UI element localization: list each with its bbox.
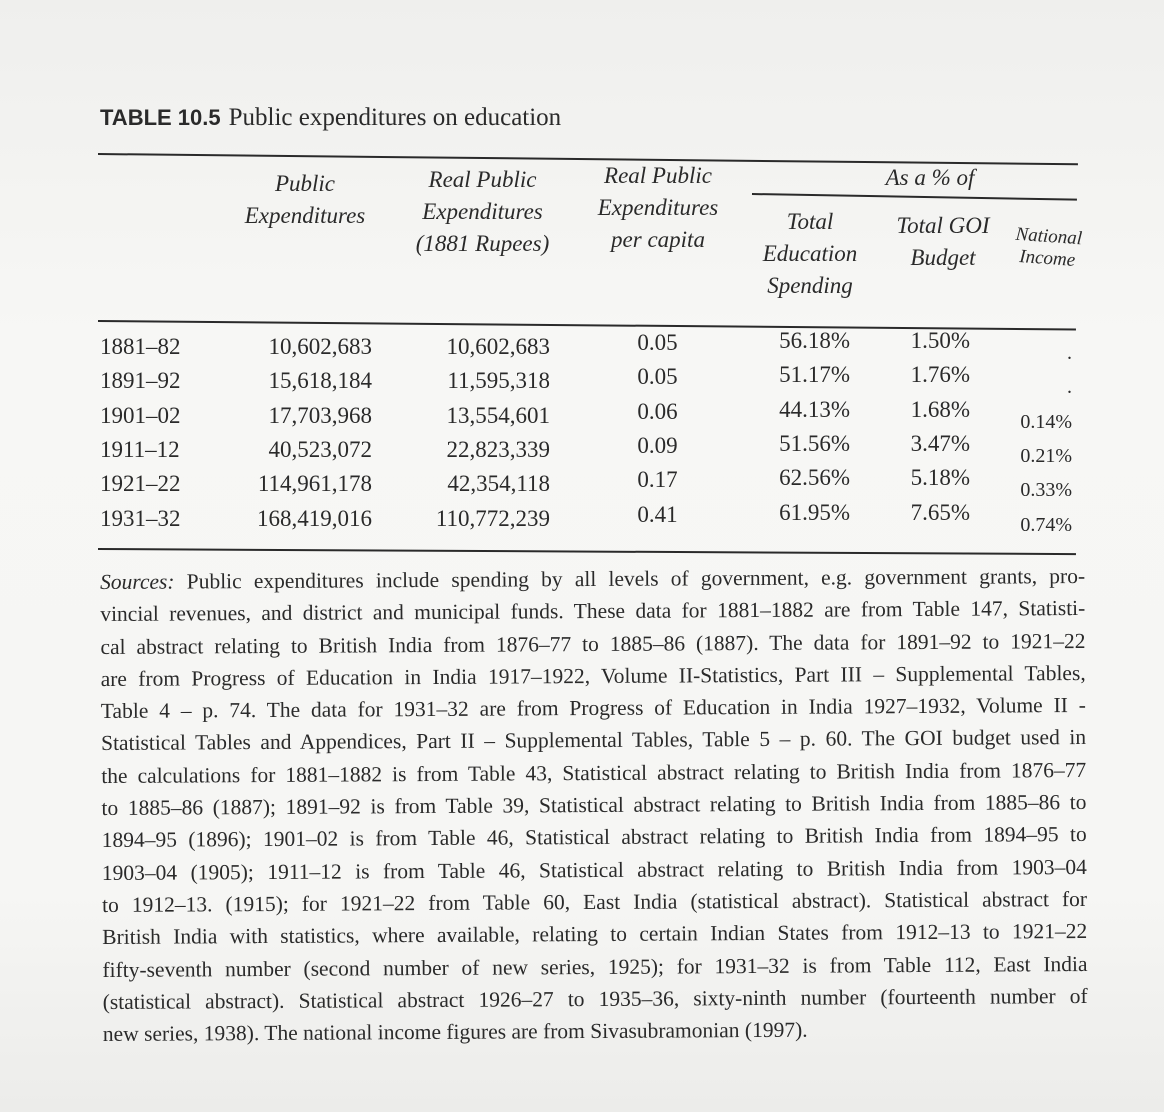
cell-edu: 44.13% (779, 396, 850, 422)
sources-line: Statistical Tables and Appendices, Part II – Supplemental Tables, Table 5 – p. 60. The GOI budget used in (101, 725, 1087, 756)
cell-per-capita: 0.41 (637, 501, 678, 527)
header-line: Expenditures (597, 195, 719, 220)
sources-note (100, 560, 1088, 1050)
header-real-public-expenditures (395, 164, 570, 260)
header-line: Education (762, 241, 858, 266)
cell-year: 1881–82 (100, 334, 181, 359)
cell-edu: 61.95% (779, 499, 850, 525)
header-national-income (1007, 223, 1090, 272)
cell-per-capita: 0.05 (637, 330, 678, 355)
sources-line: fifty-seventh number (second number of new series, 1925); for 1931–32 is from Table 112, East India (102, 951, 1088, 982)
header-line: per capita (611, 227, 705, 252)
header-total-education-spending (750, 206, 870, 302)
cell-edu: 51.17% (779, 362, 850, 388)
cell-goi: 1.76% (910, 362, 970, 388)
cell-national: 0.14% (1020, 410, 1072, 433)
cell-edu: 51.56% (779, 430, 850, 456)
header-line: National (1014, 223, 1083, 250)
cell-public: 40,523,072 (268, 436, 372, 462)
sources-text: Public expenditures include spending by all levels of government, e.g. government grants, pro- (174, 563, 1086, 594)
header-real-per-capita (578, 160, 738, 256)
header-line: Income (1018, 246, 1076, 271)
header-public-expenditures (230, 168, 380, 232)
as-pct-rule (752, 193, 1077, 200)
table-number: TABLE 10.5 (100, 105, 221, 130)
cell-real: 22,823,339 (446, 436, 550, 462)
header-line: Real Public (428, 167, 537, 192)
table-title (100, 104, 561, 132)
cell-public: 168,419,016 (257, 505, 372, 531)
cell-real: 10,602,683 (446, 334, 550, 359)
sources-line: 1894–95 (1896); 1901–02 is from Table 46, Statistical abstract relating to British India from 1894–95 to (101, 822, 1087, 853)
sources-line: 1903–04 (1905); 1911–12 is from Table 46, Statistical abstract relating to British India from 1903–04 (101, 854, 1087, 885)
cell-national: 0.33% (1020, 479, 1072, 502)
sources-line: new series, 1938). The national income figures are from Sivasubramonian (1997). (102, 1017, 808, 1047)
sources-line: are from Progress of Education in India 1917–1922, Volume II-Statistics, Part III – Supplemental Tables, (100, 660, 1086, 691)
cell-public: 15,618,184 (268, 368, 372, 394)
cell-year: 1891–92 (100, 368, 181, 394)
cell-public: 114,961,178 (257, 471, 372, 497)
header-as-pct-of: As a % of (885, 165, 975, 190)
cell-goi: 7.65% (910, 499, 970, 525)
cell-national: . (1067, 376, 1072, 399)
table-caption: Public expenditures on education (228, 104, 562, 131)
sources-line: British India with statistics, where available, relating to certain Indian States from 1912–13 to 1921–22 (102, 919, 1088, 950)
header-line: Public (274, 171, 336, 196)
cell-public: 10,602,683 (268, 334, 372, 359)
sources-line: (statistical abstract). Statistical abstract 1926–27 to 1935–36, sixty-ninth number (fourteenth number of (102, 983, 1088, 1014)
cell-goi: 1.50% (910, 328, 970, 353)
cell-year: 1911–12 (100, 436, 180, 462)
header-line: Total GOI (896, 213, 990, 238)
header-line: (1881 Rupees) (415, 231, 550, 256)
cell-public: 17,703,968 (268, 402, 372, 428)
header-line: Spending (767, 273, 853, 298)
cell-goi: 1.68% (910, 396, 970, 422)
sources-label: Sources: (100, 569, 175, 594)
header-line: Expenditures (244, 203, 366, 228)
header-total-goi-budget (878, 210, 1008, 274)
header-line: Real Public (604, 163, 712, 188)
cell-real: 13,554,601 (446, 402, 550, 428)
cell-year: 1931–32 (100, 505, 181, 531)
sources-line: to 1912–13. (1915); for 1921–22 from Table 60, East India (statistical abstract). Statistical abstract for (101, 886, 1088, 917)
cell-real: 110,772,239 (435, 505, 550, 531)
cell-national: 0.74% (1020, 513, 1072, 536)
sources-line: the calculations for 1881–1882 is from Table 43, Statistical abstract relating to British India from 1876–77 (101, 757, 1087, 788)
header-line: Total (786, 209, 834, 234)
sources-line: to 1885–86 (1887); 1891–92 is from Table 39, Statistical abstract relating to British India from 1885–86 to (101, 790, 1087, 821)
header-line: Expenditures (422, 199, 543, 224)
cell-per-capita: 0.17 (637, 467, 678, 493)
sources-line: Table 4 – p. 74. The data for 1931–32 are from Progress of Education in India 1927–1932, Volume II - (100, 693, 1086, 724)
sources-line: vincial revenues, and district and municipal funds. These data for 1881–1882 are from Table 147, Statisti- (100, 596, 1086, 627)
sources-line: cal abstract relating to British India from 1876–77 to 1885–86 (1887). The data for 1891–92 to 1921–22 (100, 628, 1086, 659)
cell-goi: 5.18% (910, 465, 970, 491)
cell-edu: 56.18% (779, 328, 850, 353)
cell-national: 0.21% (1020, 444, 1072, 467)
cell-real: 11,595,318 (447, 368, 550, 394)
cell-per-capita: 0.05 (637, 364, 678, 390)
cell-edu: 62.56% (779, 465, 850, 491)
cell-per-capita: 0.09 (637, 432, 678, 458)
cell-real: 42,354,118 (447, 471, 550, 497)
cell-per-capita: 0.06 (637, 398, 678, 424)
cell-national: . (1067, 342, 1072, 364)
cell-year: 1921–22 (100, 471, 181, 497)
header-line: Budget (910, 245, 976, 270)
cell-goi: 3.47% (910, 430, 970, 456)
bottom-rule (98, 548, 1076, 555)
cell-year: 1901–02 (100, 402, 181, 428)
